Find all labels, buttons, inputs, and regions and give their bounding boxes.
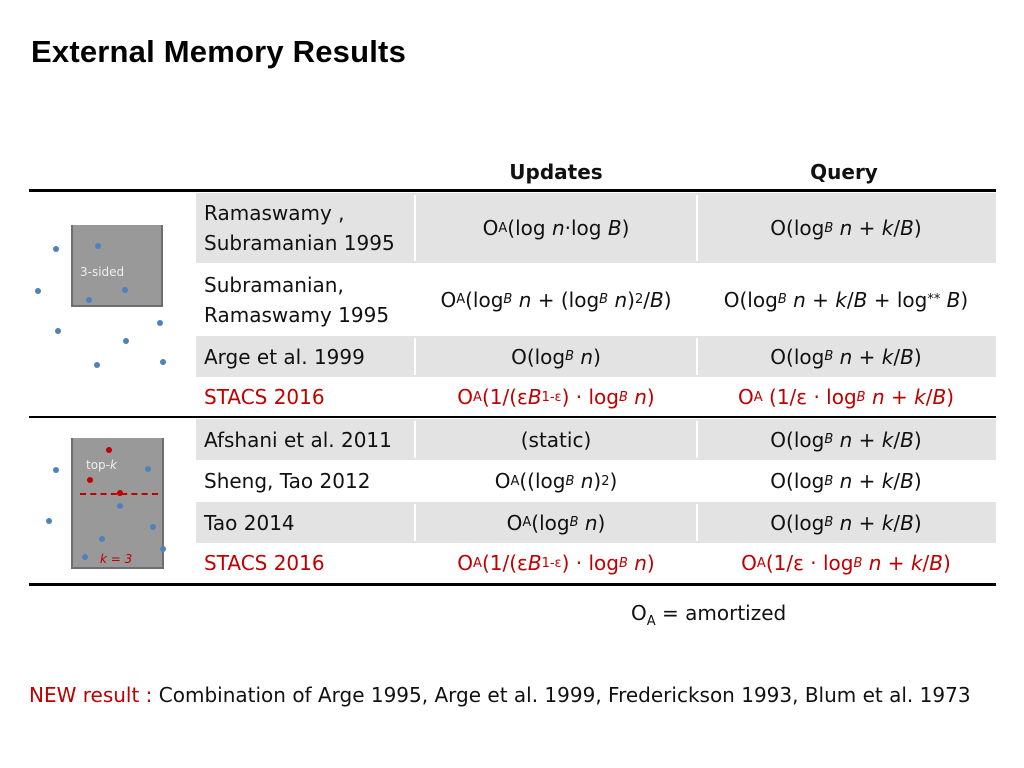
row-name: STACS 2016 (204, 551, 325, 575)
row-query: O(log B n + k / B ) (770, 344, 922, 369)
row-updates: O A (1/(ε B 1-ε ) · log B n ) (457, 385, 655, 409)
row-name: STACS 2016 (204, 385, 325, 409)
header-updates: Updates (509, 160, 603, 184)
table-row (196, 263, 996, 336)
point-icon (150, 524, 156, 530)
header-query: Query (810, 160, 878, 184)
row-updates: O A (log n ·log B ) (482, 216, 630, 240)
point-icon (53, 246, 59, 252)
row-query: O(log B n + k / B ) (770, 427, 922, 452)
top-k-query-icon (30, 436, 180, 576)
table-row (196, 377, 996, 417)
point-icon (46, 518, 52, 524)
table-row (196, 336, 996, 377)
row-updates: (static) (520, 427, 592, 452)
row-query: O(log B n + k / B ) (770, 469, 922, 493)
amortized-footnote: $O_A$ = amortized (631, 601, 787, 629)
table-top-rule (29, 189, 996, 192)
point-icon (94, 362, 100, 368)
point-icon (99, 536, 105, 542)
point-icon (95, 243, 101, 249)
row-query: O(log B n + k / B ) (770, 510, 922, 535)
point-icon (117, 490, 123, 496)
row-name: Subramanian, Ramaswamy 1995 (204, 272, 390, 327)
point-icon (35, 288, 41, 294)
row-name: Ramaswamy , Subramanian 1995 (204, 201, 395, 255)
row-updates: O A (log B n ) (506, 510, 606, 535)
point-icon (82, 554, 88, 560)
slide-title: External Memory Results (31, 34, 407, 69)
point-icon (157, 320, 163, 326)
row-name: Arge et al. 1999 (204, 344, 365, 369)
row-name: Tao 2014 (204, 510, 295, 535)
top-k-label: top-k (86, 458, 117, 472)
row-query: O A (1/ε · log B n + k / B ) (738, 385, 954, 409)
k-equals-label: k = 3 (100, 552, 133, 566)
table-row (196, 419, 996, 460)
new-result-text: Combination of Arge 1995, Arge et al. 1999, Frederickson 1993, Blum et al. 1973 (158, 683, 971, 707)
row-updates: O A ((log B n ) 2 ) (494, 469, 618, 493)
row-name: Sheng, Tao 2012 (204, 469, 371, 493)
table-row (196, 460, 996, 502)
row-query: O(log B n + k / B ) (770, 216, 922, 240)
point-icon (106, 447, 112, 453)
new-result-label: NEW result : (29, 683, 153, 707)
table-row (196, 502, 996, 543)
row-query: O A (1/ε · log B n + k / B ) (741, 551, 951, 575)
point-icon (87, 477, 93, 483)
table-row (196, 193, 996, 263)
point-icon (53, 467, 59, 473)
point-icon (122, 287, 128, 293)
row-updates: O(log B n ) (511, 344, 601, 369)
new-result-line (29, 683, 971, 707)
point-icon (160, 359, 166, 365)
three-sided-query-icon (30, 225, 180, 375)
row-updates: O A (log B n + (log B n ) 2 / B ) (440, 287, 672, 312)
point-icon (55, 328, 61, 334)
point-icon (123, 338, 129, 344)
table-bottom-rule (29, 583, 996, 586)
point-icon (117, 503, 123, 509)
row-name: Afshani et al. 2011 (204, 427, 392, 452)
row-updates: O A (1/(ε B 1-ε ) · log B n ) (457, 551, 655, 575)
three-sided-label: 3-sided (80, 265, 125, 279)
point-icon (145, 466, 151, 472)
table-row (196, 543, 996, 583)
point-icon (86, 297, 92, 303)
point-icon (160, 546, 166, 552)
row-query: O(log B n + k / B + log ** B ) (723, 287, 969, 312)
